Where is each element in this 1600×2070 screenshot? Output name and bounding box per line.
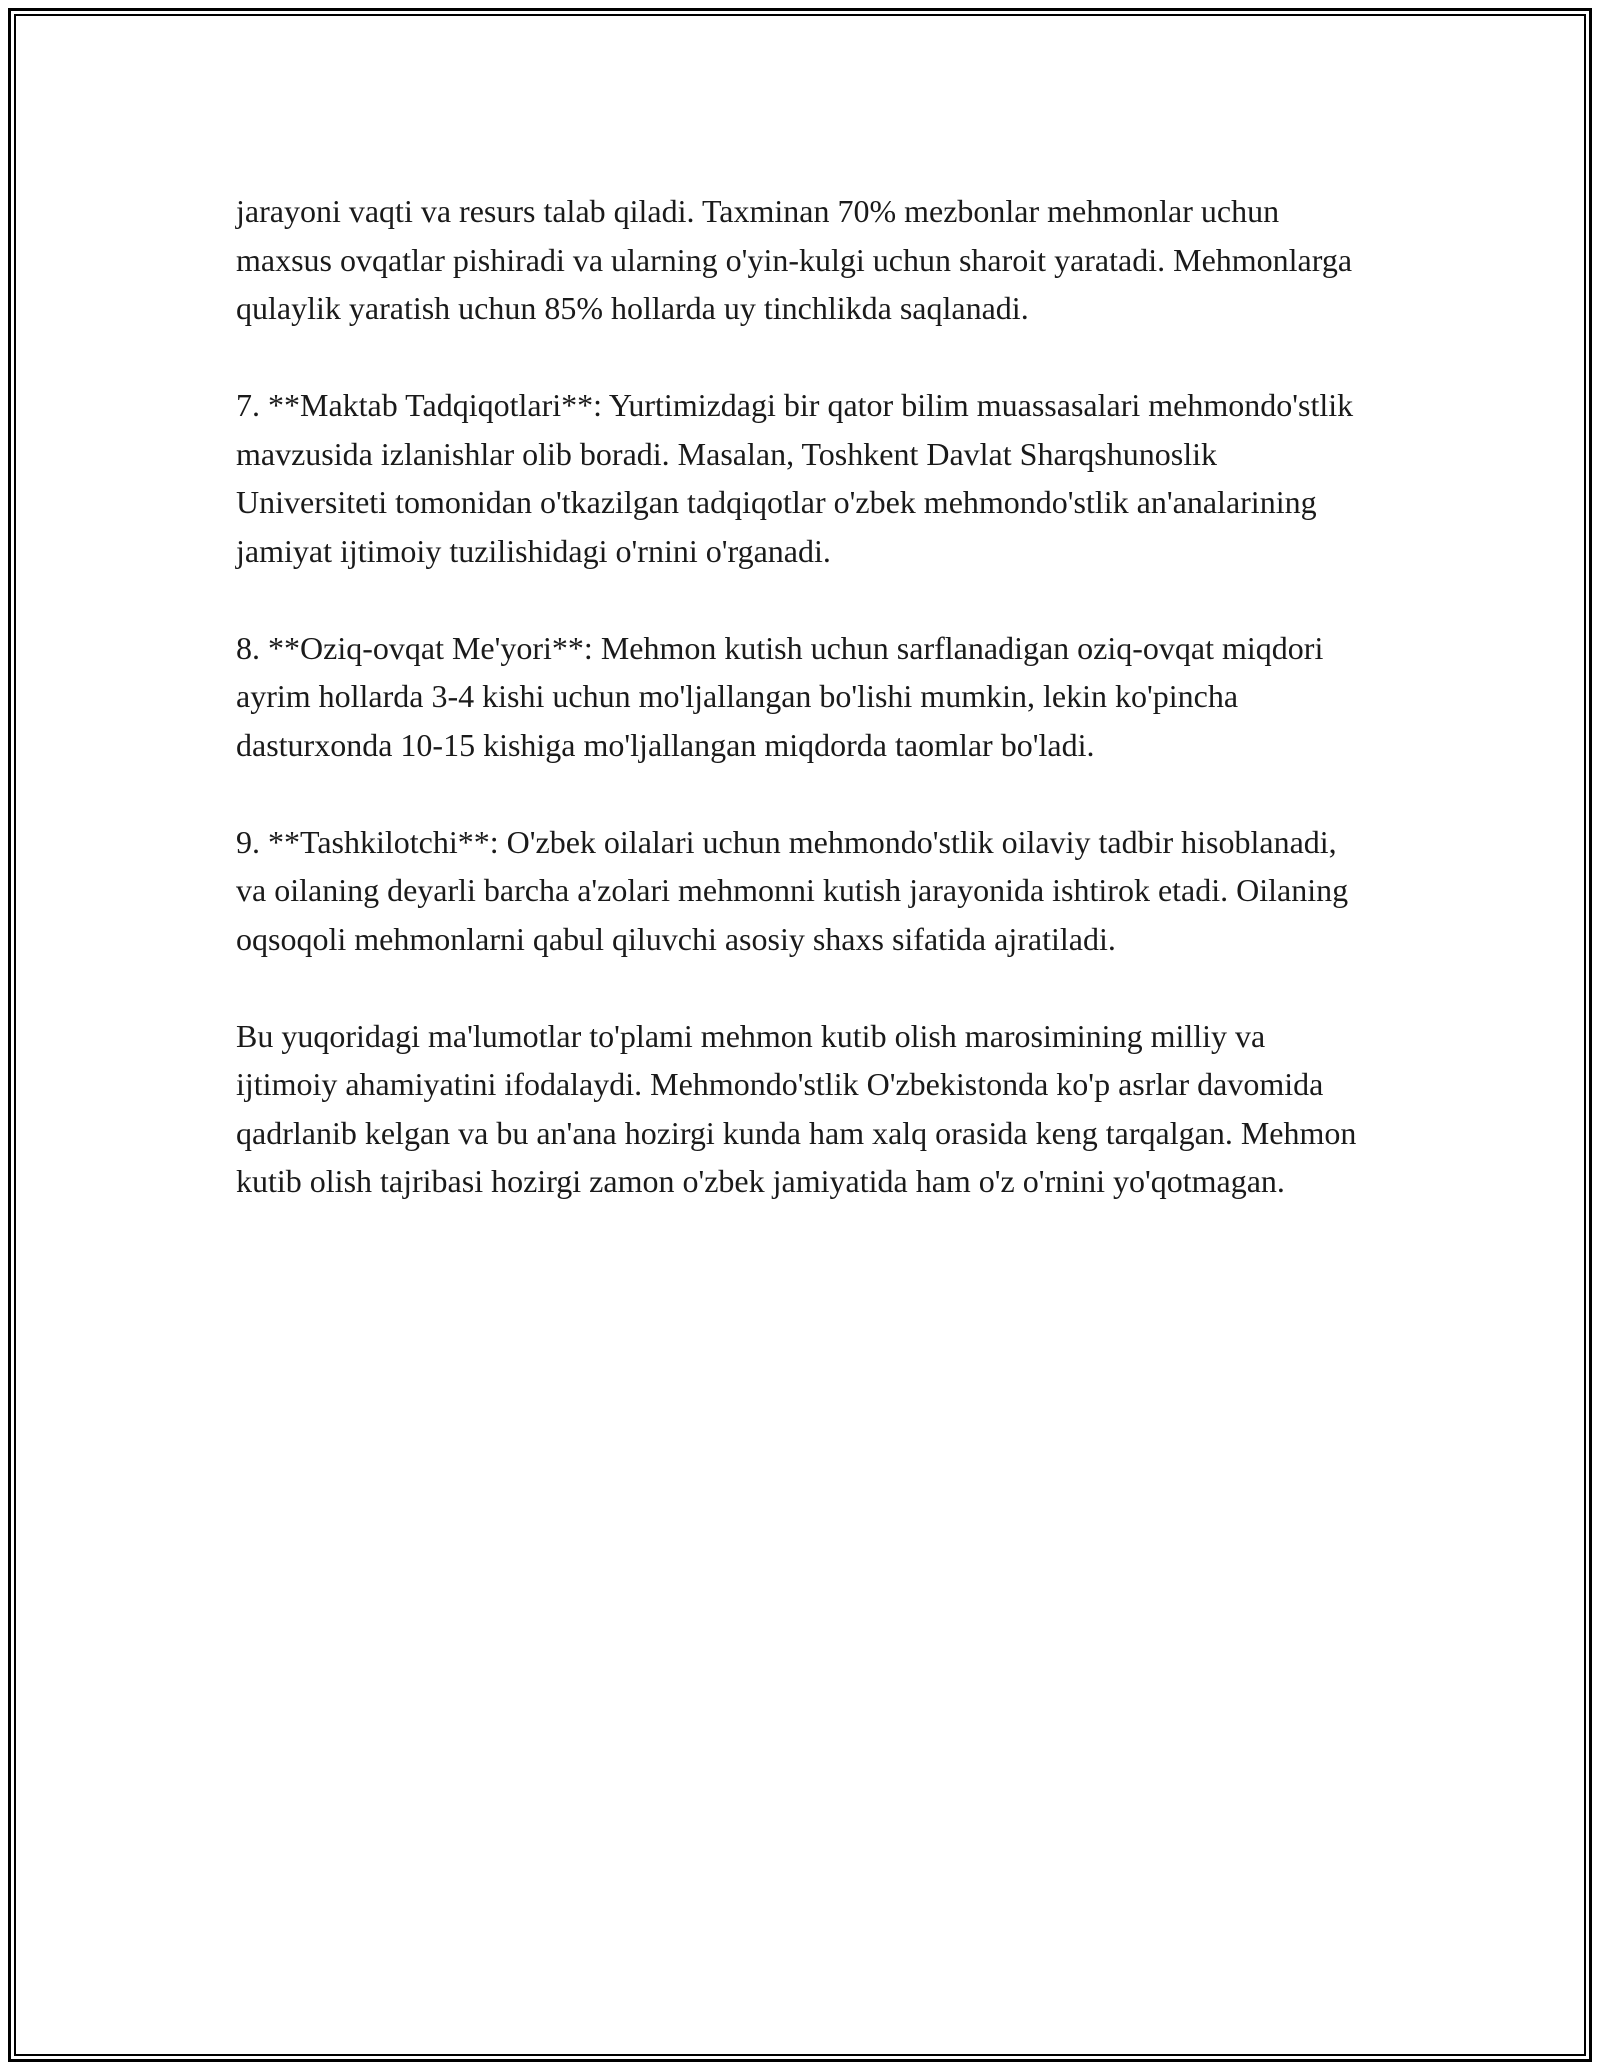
document-body [236, 187, 1366, 1254]
paragraph-intro-continuation: jarayoni vaqti va resurs talab qiladi. Taxminan 70% mezbonlar mehmonlar uchun maxsus ovqatlar pishiradi va ularning o'yin-kulgi uchun sharoit yaratadi. Mehmonlarga qulaylik yaratish uchun 85% hollarda uy tinchlikda saqlanadi. [236, 193, 1353, 326]
paragraph-item-8-food-norm: 8. **Oziq-ovqat Me'yori**: Mehmon kutish uchun sarflanadigan oziq-ovqat miqdori ayrim hollarda 3-4 kishi uchun mo'ljallangan bo'lishi mumkin, lekin ko'pincha dasturxonda 10-15 kishiga mo'ljallangan miqdorda taomlar bo'ladi. [236, 629, 1324, 763]
paragraph-item-7-school-research: 7. **Maktab Tadqiqotlari**: Yurtimizdagi bir qator bilim muassasalari mehmondo'stlik mavzusida izlanishlar olib boradi. Masalan, Toshkent Davlat Sharqshunoslik Universiteti tomonidan o'tkazilgan tadqiqotlar o'zbek mehmondo'stlik an'analarining jamiyat ijtimoiy tuzilishidagi o'rnini o'rganadi. [236, 387, 1354, 569]
paragraph-item-9-organizer: 9. **Tashkilotchi**: O'zbek oilalari uchun mehmondo'stlik oilaviy tadbir hisoblanadi, va oilaning deyarli barcha a'zolari mehmonni kutish jarayonida ishtirok etadi. Oilaning oqsoqoli mehmonlarni qabul qiluvchi asosiy shaxs sifatida ajratiladi. [236, 823, 1349, 957]
paragraph-conclusion: Bu yuqoridagi ma'lumotlar to'plami mehmon kutib olish marosimining milliy va ijtimoiy ahamiyatini ifodalaydi. Mehmondo'stlik O'zbekistonda ko'p asrlar davomida qadrlanib kelgan va bu an'ana hozirgi kunda ham xalq orasida keng tarqalgan. Mehmon kutib olish tajribasi hozirgi zamon o'zbek jamiyatida ham o'z o'rnini yo'qotmagan. [236, 1017, 1357, 1199]
